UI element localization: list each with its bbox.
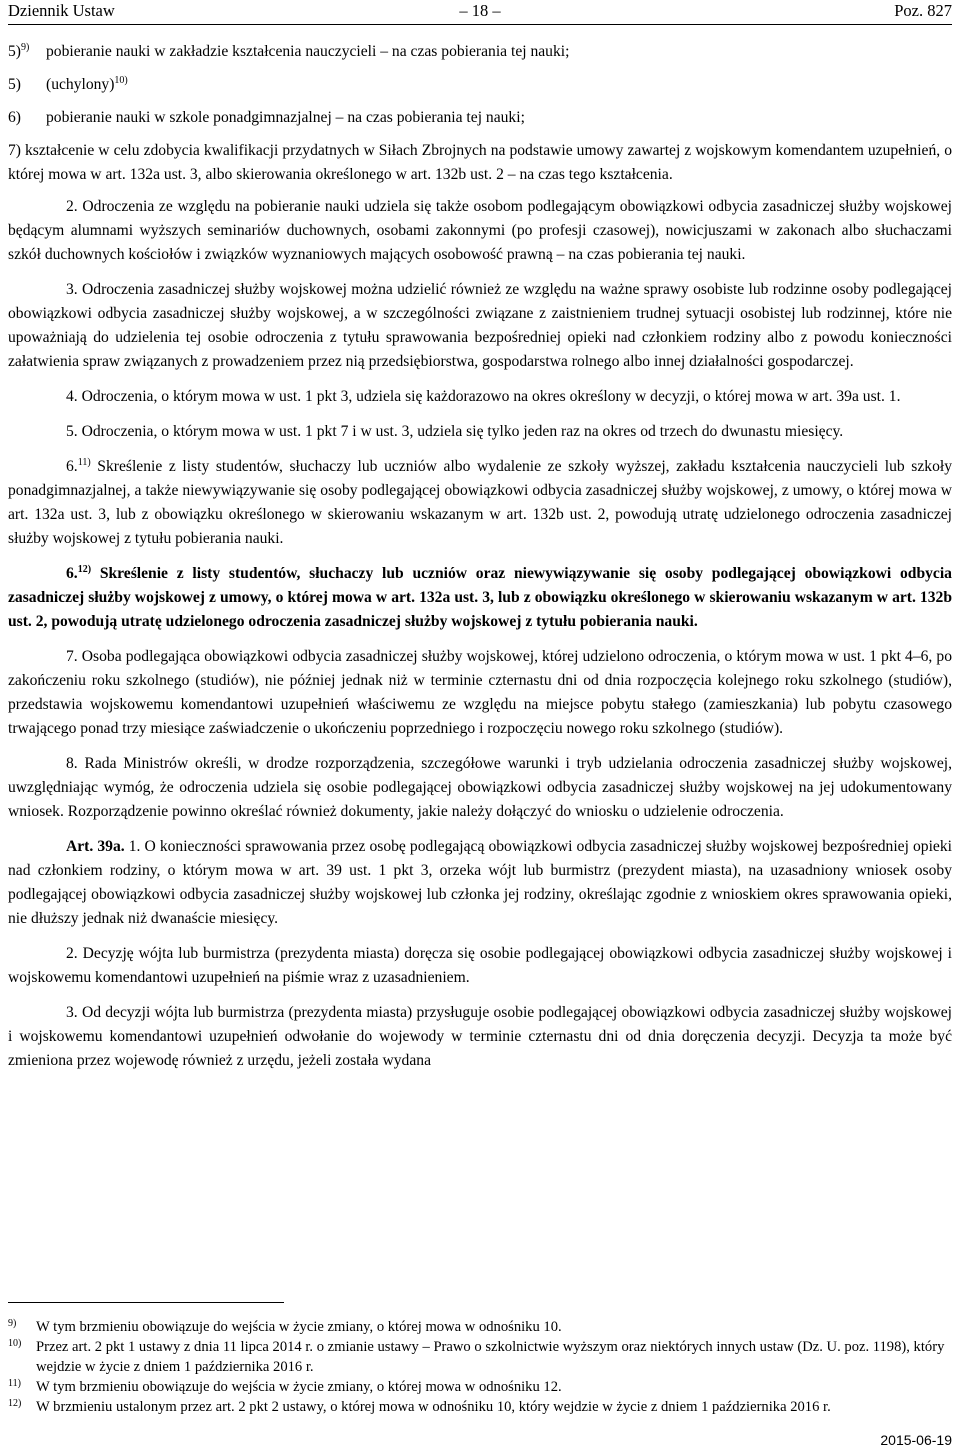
page-header (8, 0, 952, 22)
document-body (8, 40, 952, 1084)
footnote-number: 10) (8, 1338, 22, 1349)
footnote-text: W tym brzmieniu obowiązuje do wejścia w życie zmiany, o której mowa w odnośniku 12. (36, 1379, 562, 1395)
footnote-ref[interactable]: 11) (77, 456, 91, 468)
footnote-number: 12) (8, 1398, 22, 1409)
footnote-11 (8, 1377, 952, 1397)
footnote-ref[interactable]: 9) (21, 41, 30, 53)
item-label: 5)$^{9)}$ (8, 41, 30, 60)
position-number: Poz. 827 (894, 1, 952, 20)
list-item-6 (8, 106, 952, 130)
article-39a-paragraph-1: Art. 39a. 1. O konieczności sprawowania przez osobę podlegającą obowiązkowi odbycia zasadniczej służby wojskowej bezpośredniej opieki nad członkiem rodziny, o którym mowa w art. 39 ust. 1 pkt 3, orzeka wójt lub burmistrz (prezydent miasta), na uzasadniony wniosek osoby podlegającej obowiązkowi odbycia zasadniczej służby wojskowej lub członka jej rodziny, określając zgodnie z wnioskiem okres sprawowania opieki, nie dłuższy jednak niż dwanaście miesięcy. (8, 838, 952, 927)
footnote-text: W brzmieniu ustalonym przez art. 2 pkt 2 ustawy, o której mowa w odnośniku 10, który wejdzie w życie z dniem 1 października 2016 r. (36, 1399, 831, 1415)
footnote-ref[interactable]: 10) (114, 74, 128, 86)
item-label: 6) (8, 109, 21, 126)
footnote-ref[interactable]: 12) (77, 563, 92, 575)
item-text: pobieranie nauki w zakładzie kształcenia nauczycieli – na czas pobierania tej nauki; (46, 43, 570, 60)
footnote-number: 9) (8, 1318, 17, 1329)
item-text: pobieranie nauki w szkole ponadgimnazjalnej – na czas pobierania tej nauki; (46, 109, 525, 126)
footnotes (8, 1302, 952, 1417)
item-label: 5) (8, 76, 21, 93)
footnote-text: Przez art. 2 pkt 1 ustawy z dnia 11 lipca 2014 r. o zmianie ustawy – Prawo o szkolnictwie wyższym oraz niektórych innych ustaw (Dz. U. poz. 1198), który wejdzie w życie z dniem 1 października 2016 r. (36, 1339, 945, 1375)
paragraph-4: 4. Odroczenia, o którym mowa w ust. 1 pkt 3, udziela się każdorazowo na okres określony w decyzji, o której mowa w art. 39a ust. 1. (66, 388, 901, 405)
list-item-5b (8, 73, 952, 97)
item-text: 7) kształcenie w celu zdobycia kwalifikacji przydatnych w Siłach Zbrojnych na podstawie umowy zawartej z wojskowym komendantem uzupełnień, o której mowa w art. 132a ust. 3, albo skierowania określonego w art. 132b ust. 2 – na czas tego kształcenia. (8, 142, 952, 183)
paragraph-6-current: 6.$^{11)}$ Skreślenie z listy studentów, słuchaczy lub uczniów albo wydalenie ze szkoły wyższej, zakładu kształcenia nauczycieli lub szkoły ponadgimnazjalnej, a także niewywiązywanie się osoby podlegającej obowiązkowi odbycia zasadniczej służby wojskowej, z umowy, o której mowa w art. 132a ust. 3, lub z obowiązku określonego w skierowaniu wskazanym w art. 132b ust. 2, powodują utratę udzielonego odroczenia zasadniczej służby wojskowej z tytułu pobierania nauki. (8, 456, 953, 547)
paragraph-5: 5. Odroczenia, o którym mowa w ust. 1 pkt 7 i w ust. 3, udziela się tylko jeden raz na okres od trzech do dwunastu miesięcy. (66, 423, 844, 440)
footnote-9 (8, 1317, 952, 1337)
item-text: (uchylony) (46, 76, 115, 93)
journal-title: Dziennik Ustaw (8, 1, 115, 20)
page-number: – 18 – (459, 1, 501, 20)
footnote-10 (8, 1337, 952, 1377)
paragraph-8: 8. Rada Ministrów określi, w drodze rozporządzenia, szczegółowe warunki i tryb udzielania odroczenia zasadniczej służby wojskowej, uwzględniając wymóg, że odroczenia udziela się osobie podlegającej obowiązkowi odbycia zasadniczej służby wojskowej na jej udokumentowany wniosek. Rozporządzenie powinno określać również dokumenty, jakie należy dołączyć do wniosku o udzielenie odroczenia. (8, 755, 952, 820)
footnote-number: 11) (8, 1378, 21, 1389)
publication-date: 2015-06-19 (880, 1432, 952, 1448)
footnote-text: W tym brzmieniu obowiązuje do wejścia w życie zmiany, o której mowa w odnośniku 10. (36, 1319, 562, 1335)
paragraph-3: 3. Odroczenia zasadniczej służby wojskowej można udzielić również ze względu na ważne sprawy osobiste lub rodzinne osoby podlegającej obowiązkowi odbycia zasadniczej służby wojskowej, a w szczególności związane z zaistnieniem trudnej sytuacji osobistej lub rodzinnej, które nie upoważniają do udzielenia tej osobie odroczenia z tytułu sprawowania bezpośredniej opieki nad członkiem rodziny albo z powodu konieczności załatwienia spraw związanych z prowadzeniem przez nią przedsiębiorstwa, gospodarstwa rolnego albo innej działalności gospodarczej. (8, 281, 952, 370)
article-39a-paragraph-3: 3. Od decyzji wójta lub burmistrza (prezydenta miasta) przysługuje osobie podlegającej obowiązkowi odbycia zasadniczej służby wojskowej i wojskowemu komendantowi uzupełnień odwołanie do wojewody w terminie czternastu dni od dnia doręczenia decyzji. Decyzja ta może być zmieniona przez wojewodę również z urzędu, jeżeli została wydana (8, 1004, 952, 1069)
list-item-7 (8, 139, 952, 187)
footnote-12 (8, 1397, 952, 1417)
footnote-rule (8, 1302, 284, 1303)
paragraph-7: 7. Osoba podlegająca obowiązkowi odbycia zasadniczej służby wojskowej, której udzielono odroczenia, o którym mowa w ust. 1 pkt 4–6, po zakończeniu roku szkolnego (studiów), nie później jednak niż w terminie czternastu dni od dnia rozpoczęcia kolejnego roku szkolnego (studiów), przedstawia wojskowemu komendantowi uzupełnień właściwemu ze względu na miejsce pobytu stałego (zamieszkania) lub pobytu czasowego trwającego ponad trzy miesiące zaświadczenie o ukończeniu poprzedniego i rozpoczęciu nowego roku szkolnego (studiów). (8, 648, 952, 737)
header-rule (8, 24, 952, 25)
paragraph-2: 2. Odroczenia ze względu na pobieranie nauki udziela się także osobom podlegającym obowiązkowi odbycia zasadniczej służby wojskowej będącym alumnami wyższych seminariów duchownych, osobami zakonnymi (po profesji czasowej), nowicjuszami w zakonach albo słuchaczami szkół duchownych kościołów i związków wyznaniowych mających osobowość prawną – na czas pobierania tej nauki. (8, 198, 952, 263)
article-39a-paragraph-2: 2. Decyzję wójta lub burmistrza (prezydenta miasta) doręcza się osobie podlegającej obowiązkowi odbycia zasadniczej służby wojskowej i wojskowemu komendantowi uzupełnień na piśmie wraz z uzasadnieniem. (8, 945, 952, 986)
paragraph-6-future: 6.$^{12)}$ Skreślenie z listy studentów, słuchaczy lub uczniów oraz niewywiązywanie się osoby podlegającej obowiązkowi odbycia zasadniczej służby wojskowej z umowy, o której mowa w art. 132a ust. 3, lub z obowiązku określonego w skierowaniu wskazanym w art. 132b ust. 2, powodują utratę udzielonego odroczenia zasadniczej służby wojskowej z tytułu pobierania nauki. (8, 563, 952, 630)
list-item-5a (8, 40, 952, 64)
article-label: Art. 39a. (66, 838, 125, 855)
